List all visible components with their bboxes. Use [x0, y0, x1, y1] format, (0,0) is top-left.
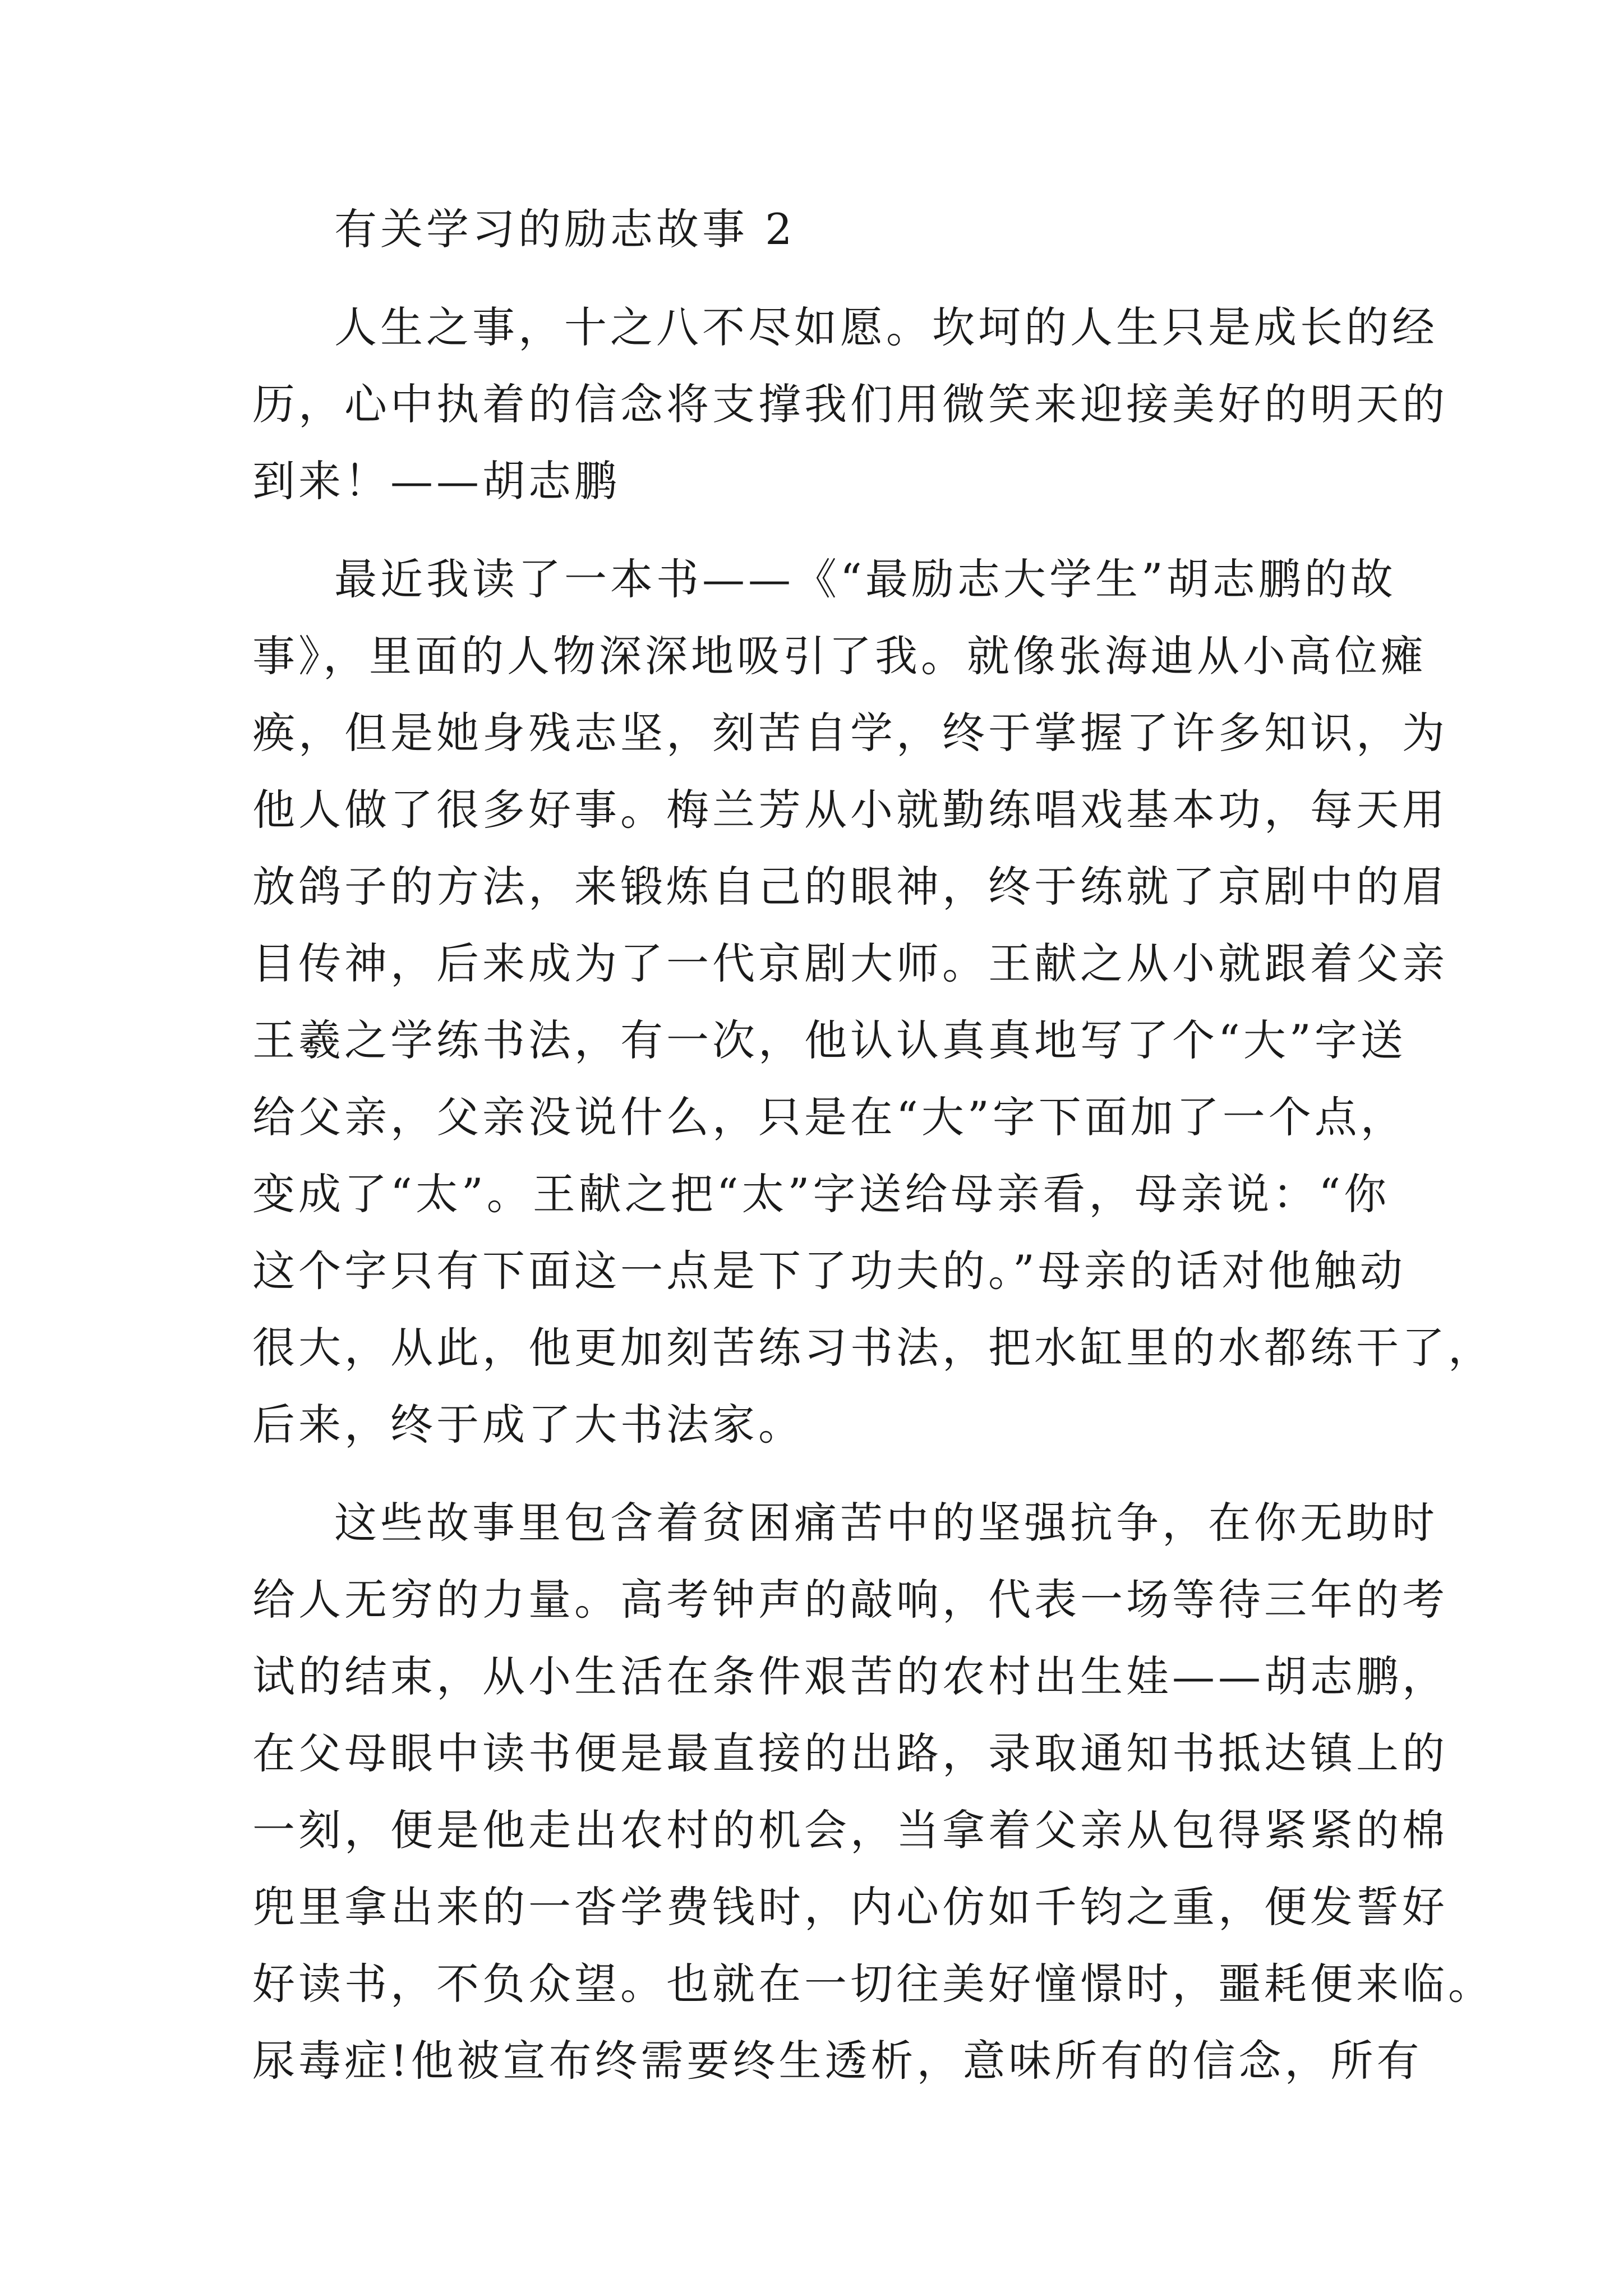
paragraph-line: 变成了“太”。王献之把“太”字送给母亲看，母亲说：“你 [252, 1169, 1390, 1219]
paragraph-line: 给父亲，父亲没说什么，只是在“大”字下面加了一个点， [252, 1092, 1407, 1142]
paragraph-3 [252, 1484, 1494, 2099]
paragraph-line: 放鸽子的方法，来锻炼自己的眼神，终于练就了京剧中的眉 [252, 862, 1448, 912]
paragraph-line: 兜里拿出来的一沓学费钱时，内心仿如千钧之重，便发誓好 [252, 1882, 1448, 1932]
paragraph-line: 他人做了很多好事。梅兰芳从小就勤练唱戏基本功，每天用 [252, 785, 1448, 835]
paragraph-line: 给人无穷的力量。高考钟声的敲响，代表一场等待三年的考 [252, 1575, 1448, 1625]
paragraph-line: 目传神，后来成为了一代京剧大师。王献之从小就跟着父亲 [252, 938, 1448, 988]
paragraph-line: 王羲之学练书法，有一次，他认认真真地写了个“大”字送 [252, 1015, 1407, 1065]
paragraph-line: 好读书，不负众望。也就在一切往美好憧憬时，噩耗便来临。 [252, 1959, 1494, 2009]
paragraph-line: 人生之事，十之八不尽如愿。坎坷的人生只是成长的经 [334, 302, 1438, 352]
spacer [252, 1463, 1385, 1484]
paragraph-line: 尿毒症!他被宣布终需要终生透析，意味所有的信念，所有 [252, 2036, 1423, 2086]
paragraph-1 [252, 289, 1448, 519]
paragraph-line: 试的结束，从小生活在条件艰苦的农村出生娃——胡志鹏， [252, 1651, 1448, 1701]
paragraph-line: 很大，从此，他更加刻苦练习书法，把水缸里的水都练干了， [252, 1323, 1494, 1373]
paragraph-line: 历，心中执着的信念将支撑我们用微笑来迎接美好的明天的 [252, 379, 1448, 429]
paragraph-line: 到来！——胡志鹏 [252, 456, 620, 506]
document-body [252, 191, 1494, 2099]
paragraph-line: 在父母眼中读书便是最直接的出路，录取通知书抵达镇上的 [252, 1728, 1448, 1778]
spacer [252, 268, 1385, 289]
paragraph-line: 一刻，便是他走出农村的机会，当拿着父亲从包得紧紧的棉 [252, 1805, 1448, 1855]
paragraph-line: 事》，里面的人物深深地吸引了我。就像张海迪从小高位瘫 [252, 631, 1427, 681]
paragraph-line: 这些故事里包含着贫困痛苦中的坚强抗争，在你无助时 [334, 1498, 1438, 1548]
paragraph-line: 最近我读了一本书——《“最励志大学生”胡志鹏的故 [334, 554, 1396, 604]
document-title: 有关学习的励志故事 2 [334, 204, 796, 254]
spacer [252, 519, 1385, 541]
paragraph-line: 痪，但是她身残志坚，刻苦自学，终于掌握了许多知识，为 [252, 708, 1448, 758]
paragraph-line: 这个字只有下面这一点是下了功夫的。”母亲的话对他触动 [252, 1246, 1406, 1296]
paragraph-line: 后来，终于成了大书法家。 [252, 1400, 804, 1450]
paragraph-2 [252, 541, 1494, 1463]
